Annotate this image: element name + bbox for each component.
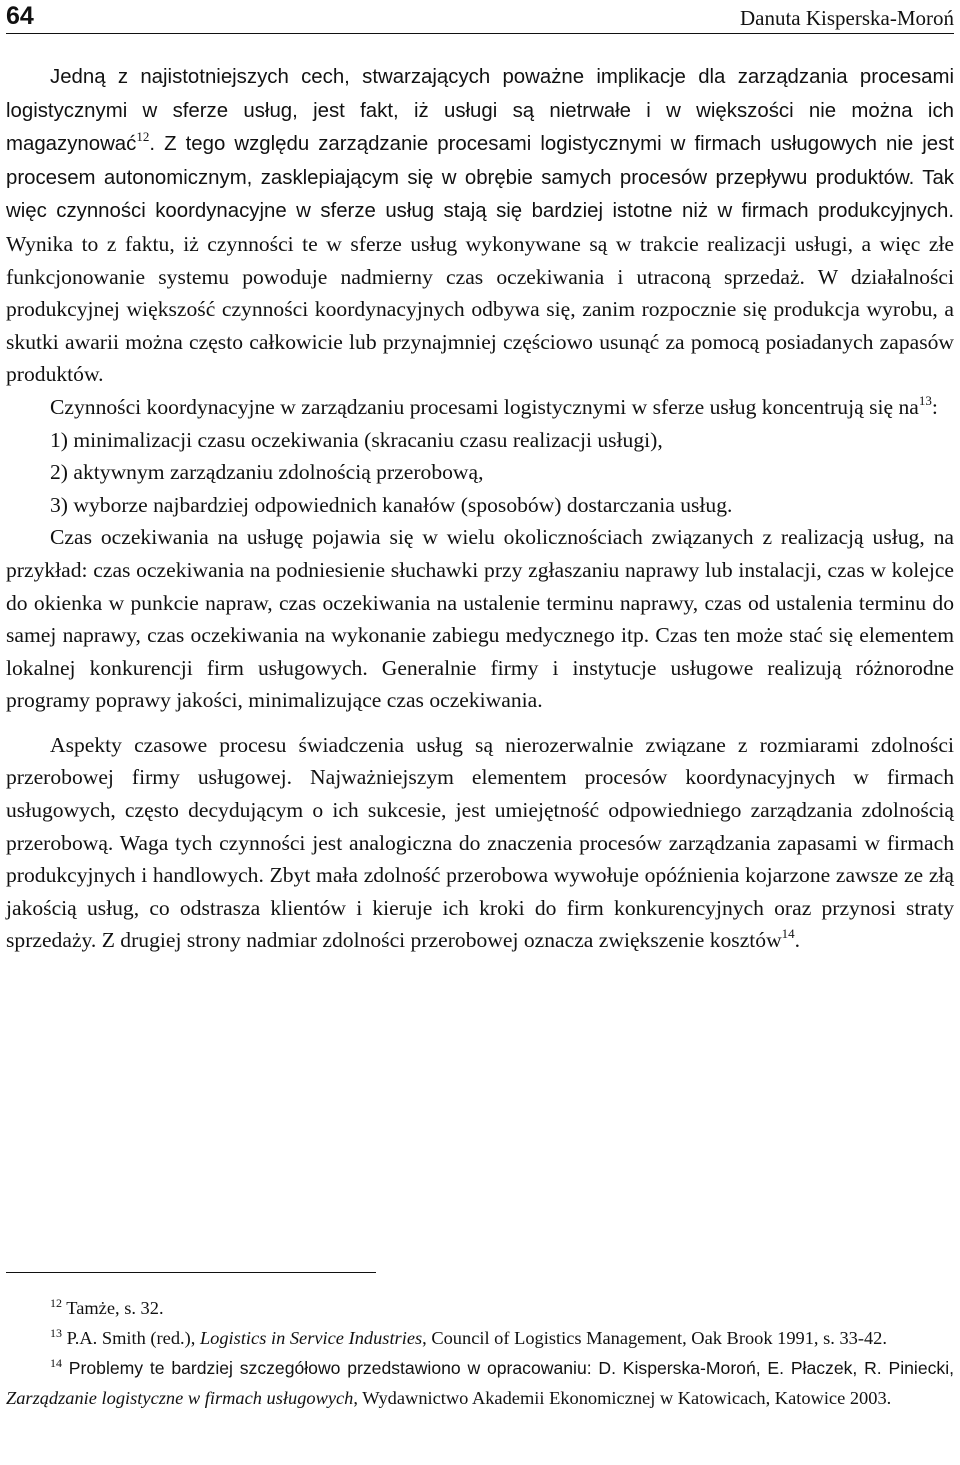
body-text <box>6 60 954 957</box>
footnote-text: , Wydawnictwo Akademii Ekonomicznej w Katowicach, Katowice 2003. <box>353 1388 892 1408</box>
page-header <box>6 0 954 34</box>
paragraph-1-sans-part-a: Jedną z najistotniejszych cech, stwarzających poważne implikacje dla zarządzania procesami logistycznymi w sferze usług, jest fakt, iż usługi są nietrwałe i w większości nie można ich magazynować <box>6 66 954 156</box>
footnote-divider <box>6 1272 376 1273</box>
paragraph-2-text: Czynności koordynacyjne w zarządzaniu procesami logistycznymi w sferze usług koncentrują się na <box>50 394 919 419</box>
footnote-title-italic: Zarządzanie logistyczne w firmach usługowych <box>6 1388 354 1408</box>
footnote-text: Problemy te bardziej szczegółowo przedstawiono w opracowaniu: D. Kisperska-Moroń, E. Płaczek, R. Piniecki, <box>62 1358 954 1378</box>
footnote-text: Tamże, s. 32. <box>62 1298 164 1318</box>
list-item: 2) aktywnym zarządzaniu zdolnością przerobową, <box>50 460 484 485</box>
paragraph-1 <box>6 60 954 391</box>
footnote-ref-14: 14 <box>781 926 795 942</box>
footnote-text: , Council of Logistics Management, Oak Brook 1991, s. 33-42. <box>422 1328 887 1348</box>
footnote-13 <box>6 1323 954 1353</box>
paragraph-4 <box>6 729 954 957</box>
footnote-12 <box>6 1293 954 1323</box>
paragraph-4-end: . <box>794 928 801 953</box>
footnote-title-italic: Logistics in Service Industries <box>199 1328 423 1348</box>
footnote-number: 12 <box>50 1296 62 1310</box>
list-item: 1) minimalizacji czasu oczekiwania (skracaniu czasu realizacji usługi), <box>50 427 663 452</box>
paragraph-1-sans-part-b: . Z tego względu zarządzanie procesami logistycznymi w firmach usługowych nie jest procesem autonomicznym, zasklepiającym się w obrębie samych procesów przepływu produktów. Tak więc czynności koordynacyjne w sferze usług stają się bardziej istotne niż w firmach produkcyjnych. <box>6 133 954 223</box>
footnote-number: 14 <box>50 1356 62 1370</box>
paragraph-1-serif-part: Wynika to z faktu, iż czynności te w sferze usług wykonywane są w trakcie realizacji usługi, a więc złe funkcjonowanie systemu powoduje nadmierny czas oczekiwania i utraconą sprzedaż. W działalności produkcyjnej większość czynności koordynacyjnych odbywa się, zanim rozpocznie się produkcja wyrobu, a skutki awarii można często całkowicie lub przynajmniej częściowo usunąć za pomocą posiadanych zapasów produktów. <box>6 231 954 387</box>
list-item: 3) wyborze najbardziej odpowiednich kanałów (sposobów) dostarczania usług. <box>50 492 733 517</box>
paragraph-4-text: Aspekty czasowe procesu świadczenia usług są nierozerwalnie związane z rozmiarami zdolności przerobowej firmy usługowej. Najważniejszym elementem procesów koordynacyjnych w firmach usługowych, często decydującym o ich sukcesie, jest umiejętność odpowiedniego zarządzania zdolnością przerobową. Waga tych czynności jest analogiczna do znaczenia procesów zarządzania zapasami w firmach produkcyjnych i handlowych. Zbyt mała zdolność przerobowa wywołuje opóźnienia kojarzone zawsze ze złą jakością usług, co odstrasza klientów i kieruje ich kroki do firm konkurencyjnych oraz przynosi straty sprzedaży. Z drugiej strony nadmiar zdolności przerobowej oznacza zwiększenie kosztów <box>6 732 954 953</box>
running-head: Danuta Kisperska-Moroń <box>739 6 954 30</box>
paragraph-2 <box>6 391 954 424</box>
paragraph-2-colon: : <box>931 394 938 419</box>
footnote-14 <box>6 1353 954 1413</box>
footnotes <box>6 1293 954 1413</box>
footnote-ref-12: 12 <box>136 129 150 145</box>
page-number: 64 <box>6 2 34 30</box>
paragraph-gap <box>6 717 954 729</box>
paragraph-3: Czas oczekiwania na usługę pojawia się w wielu okolicznościach związanych z realizacją usług, na przykład: czas oczekiwania na podniesienie słuchawki przy zgłaszaniu naprawy lub instalacji, czas w kolejce do okienka w punkcie napraw, czas oczekiwania na ustalenie terminu naprawy, czas od ustalenia terminu do samej naprawy, czas oczekiwania na wykonanie zabiegu medycznego itp. Czas ten może stać się elementem lokalnej konkurencji firm usługowych. Generalnie firmy i instytucje usługowe realizują różnorodne programy poprawy jakości, minimalizujące czas oczekiwania. <box>6 525 954 713</box>
footnote-number: 13 <box>50 1326 62 1340</box>
footnote-text: P.A. Smith (red.), <box>62 1328 200 1348</box>
footnote-ref-13: 13 <box>918 392 932 408</box>
